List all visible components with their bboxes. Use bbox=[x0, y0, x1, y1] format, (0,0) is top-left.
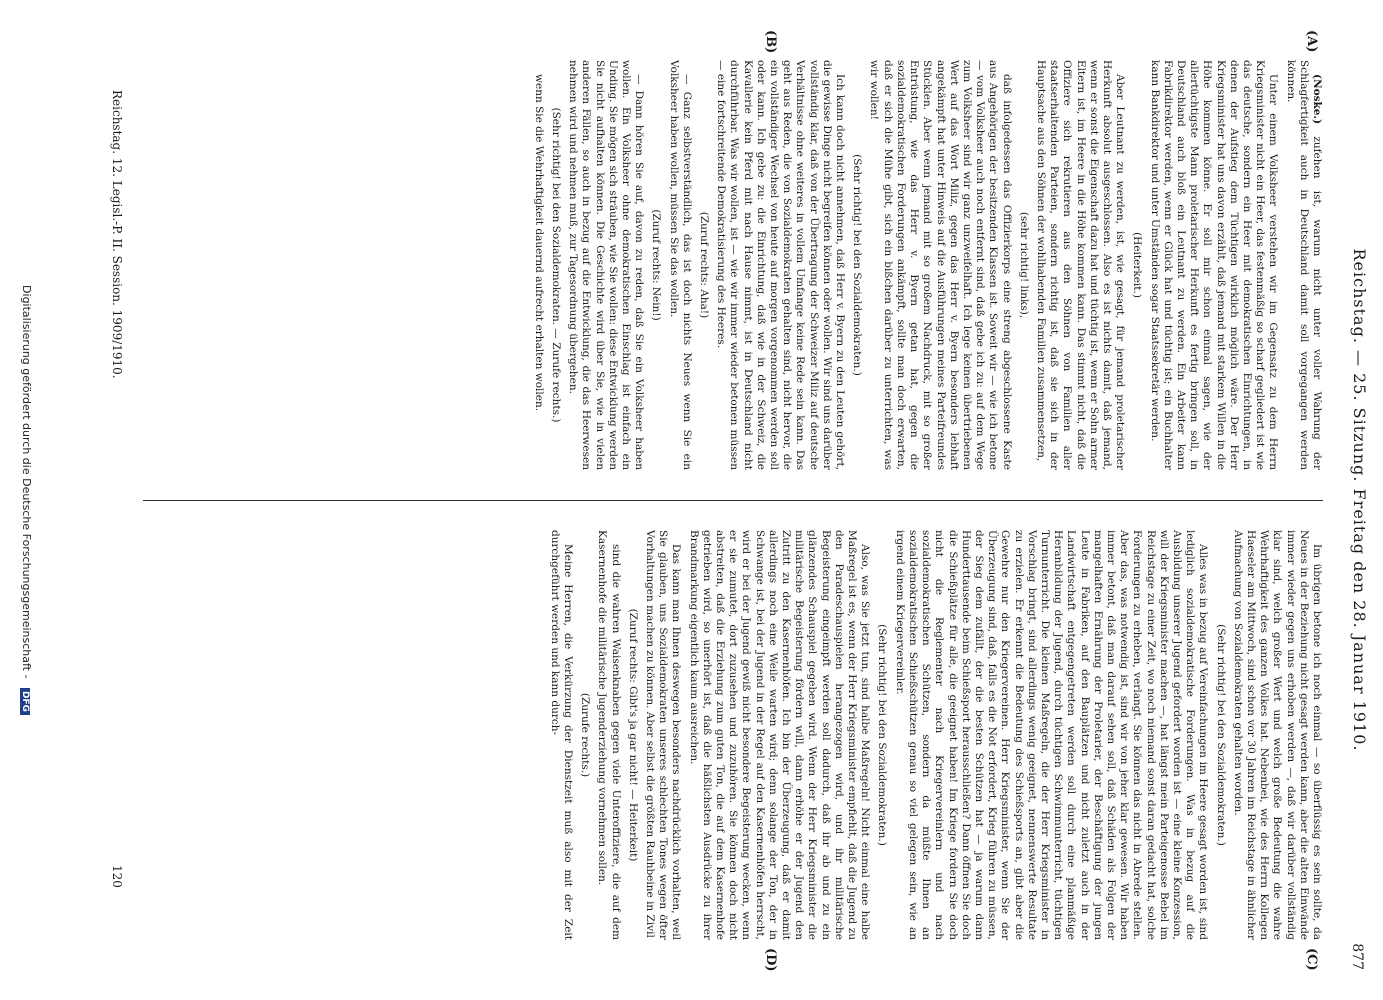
paragraph: daß infolgedessen das Offizierkorps eine streng abgeschlossene Kaste aus Angehörigen der besitzenden Klassen ist. Soweit wir — wie ich betone — vom Volksheer auch noch entfernt sind, daß gebe ich zu: auf dem Wege zum Volksheer sind wir ganz unzweifelhaft. Ich lege keinen übertriebenen Wert auf das Wort Miliz, gegen das Herr v. Byern besonders lebhaft angekämpft hat unter Hinweis auf die Ausführungen meines Parteifreundes Stücklen. Aber wenn jemand mit so großem Nachdruck, mit so großer Entrüstung, wie das Herr v. Byern getan hat, gegen die sozialdemokratischen Forderungen ankämpft, sollte man doch erwarten, daß er sich die Mühe gibt, sich ein bißchen darüber zu unterrichten, was wir wollen! bbox=[868, 60, 1013, 470]
paragraph: Also, was Sie jetzt tun, sind halbe Maßregeln! Nicht einmal eine halbe Maßregel ist es, wenn der Herr Kriegsminister empfiehlt, daß die Jugend zu den Paradeschauspielen herangezogen wird, und ihr militärische Begeisterung eingeimpft werden soll dadurch, daß ihr ab und zu ein glänzendes Schauspiel gegeben wird. Wenn der Herr Kriegsminister die militärische Begeisterung fördern will, dann erhöhe er der Jugend den Zutritt zu den Kasernenhöfen. Ich bin der Überzeugung, daß er damit allerdings noch eine Weile warten wird; denn solange der Ton, der in Schwange ist, bei der Jugend in der Regel auf den Kasernenhöfen herrscht, wird er bei der Jugend gewiß nicht besondere Begeisterung wecken, wenn er sie zumutet, dort zuzusehen und zuzuhören. Sie können doch nicht abstreiten, daß die Erziehung zum guten Ton, die auf dem Kasernenhofe getrieben wird, so unerhört ist, daß die häßlichsten Ausdrücke zu ihrer Brandmarkung eigentlich kaum ausreichen. bbox=[687, 530, 872, 940]
left-column bbox=[143, 60, 1323, 470]
interjection: (Sehr richtig! bei den Sozialdemokraten.) bbox=[876, 624, 889, 846]
page-number: 877 bbox=[1349, 943, 1365, 970]
interjection: (Sehr richtig! bei den Sozialdemokraten.) bbox=[1214, 624, 1227, 846]
interjection: (Sehr richtig! bei den Sozialdemokraten.) bbox=[851, 154, 864, 376]
paragraph: — Dann hören Sie auf, davon zu reden, daß Sie ein Volksheer haben wollen. Ein Volksheer ohne demokratischen Einschlag ist einfach ein Unding. Sie mögen sich sträuben, wie Sie wollen: diese Entwicklung werden Sie nicht aufhalten können. Die Geschichte wird über Sie, wie in vielen anderen Fällen, so auch in bezug auf die Entwicklung, die das Heerwesen nehmen wird und nehmen muß, zur Tagesordnung übergehen. bbox=[567, 60, 646, 470]
paragraph bbox=[1283, 60, 1323, 470]
paragraph: wenn Sie die Wehrhaftigkeit dauernd aufrecht erhalten wollen. bbox=[532, 74, 545, 412]
interjection: (Heiterkeit.) bbox=[1131, 232, 1144, 298]
interjection: (Sehr richtig! bei den Sozialdemokraten. — Zurufe rechts.) bbox=[550, 107, 563, 423]
interjection: (sehr richtig! links), bbox=[1017, 211, 1030, 319]
page-header bbox=[1341, 0, 1375, 1000]
interjection: (Zuruf rechts: Aha!) bbox=[698, 211, 711, 319]
interjection: (Zurufe rechts.) bbox=[579, 692, 592, 778]
dfg-logo-icon: DFG bbox=[20, 688, 30, 715]
paragraph: Im übrigen betone ich noch einmal — so überflüssig es sein sollte, da Neues in der Beziehung nicht gesagt werden kann, aber die alten Einwände immer wieder gegen uns erhoben werden —, daß wir darüber vollständig klar sind, welch großer Wert und welch große Bedeutung die wahre Wehrhaftigkeit des ganzen Volkes hat. Nebenbei, wie des Herrn Kollegen Haeseler am Mittwoch, sind schon vor 30 Jahren im Reichstage in ähnlicher Aufmachung von Sozialdemokraten gehalten worden. bbox=[1231, 530, 1323, 940]
footer-source: Reichstag. 12. Legisl.-P. II. Session. 1909/1910. bbox=[110, 90, 124, 379]
header-title: Reichstag. — 25. Sitzung. Freitag den 28. Januar 1910. bbox=[1350, 248, 1369, 752]
column-divider bbox=[143, 500, 1323, 501]
margin-letter-d: (D) bbox=[763, 948, 778, 972]
paragraph-text: zufehen ist, warum nicht unter voller Wahrung der Schlagfertigkeit auch in Deutschland damit soll vorgegangen werden können. bbox=[1284, 60, 1323, 470]
digitization-credit bbox=[20, 0, 33, 1000]
right-column bbox=[143, 530, 1323, 940]
paragraph: Aber Leutnant zu werden, ist, wie gesagt, für jemand proletarischer Herkunft absolut ausgeschlossen. Also es ist nichts damit, daß jemand, wenn er sonst die Eigenschaft dazu hat und tüchtig ist, wenn er Sohn armer Eltern ist, im Heere in die Höhe kommen kann. Das stimmt nicht, daß die Offiziere sich rekrutieren aus den Söhnen von Familien aller staatserhaltenden Parteien, sondern richtig ist, daß sie sich in der Hauptsache aus den Söhnen der wohlhabenden Familien zusammensetzen, bbox=[1034, 60, 1127, 470]
text-columns bbox=[143, 60, 1323, 940]
paragraph: sind die wahren Waisenknaben gegen viele Unteroffiziere, die auf dem Kasernenhofe die militärische Jugenderziehung vornehmen sollen. bbox=[596, 530, 622, 940]
margin-letter-c: (C) bbox=[1304, 948, 1319, 971]
paragraph: — Ganz selbstverständlich, das ist doch nichts Neues wenn Sie ein Volksheer haben wollen, müssen Sie das wollen. bbox=[667, 60, 693, 470]
page-footer bbox=[98, 0, 128, 1000]
interjection: (Zuruf rechts: Nein!) bbox=[650, 209, 663, 321]
margin-letter-b: (B) bbox=[763, 30, 778, 54]
paragraph: Meine Herren, die Verkürzung der Dienstzeit muß also mit der Zeit durchgeführt werden und kann durch- bbox=[548, 530, 575, 940]
margin-letter-a: (A) bbox=[1304, 30, 1319, 53]
speaker-name: (Noske.) bbox=[1311, 74, 1323, 125]
paragraph: Das kann man Ihnen deswegen besonders nachdrücklich vorhalten, weil Sie glauben, uns Sozialdemokraten unseres schlechten Tones wegen öfter Vorhaltungen machen zu können. Aber selbst die größten Rauhbeine in Zivil bbox=[644, 530, 683, 940]
paragraph: Ich kann doch nicht annehmen, daß Herr v. Byern zu den Leuten gehört, die gewisse Dinge nicht begreifen können oder wollen. Wir sind uns darüber vollständig klar, daß von der Übertragung der Schweizer Miliz auf deutsche Verhältnisse ohne weiteres in vollem Umfange keine Rede sein kann. Das geht aus Reden, die von Sozialdemokraten gehalten sind, nicht hervor, die ein vollständiger Wechsel von heute auf morgen vorgenommen werden soll oder kann. Ich gebe zu: die Einrichtung, daß wie in der Schweiz, die Kavallerie kein Pferd mit nach Hause nimmt, ist in Deutschland nicht durchführbar. Was wir wollen, ist — wie wir immer wieder betonen müssen — eine fortschreitende Demokratisierung des Heeres. bbox=[715, 60, 847, 470]
interjection: (Zuruf rechts: Gibt's ja gar nicht! — Heiterkeit) bbox=[626, 608, 639, 862]
credit-text: Digitalisierung gefördert durch die Deutsche Forschungsgemeinschaft - bbox=[20, 285, 33, 679]
paragraph: Alles was in bezug auf Vereinfachungen im Heere gesagt worden ist, sind lediglich sozialdemokratische Forderungen. Was in bezug auf die Ausbildung unserer Jugend gefordert worden ist — eine kleine Konzession, will der Kriegsminister machen —, hat längst mein Parteigenosse Bebel im Reichstage zu einer Zeit, wo noch niemand sonst daran gedacht hat, solche Forderungen zu erheben, verlangt. Sie können das nicht in Abrede stellen. Aber das, was notwendig ist, sind wir von jeher klar gewesen. Wir haben immer betont, daß man darauf sehen soll, daß Schäden als Folgen der mangelhaften Ernährung der Proletarier, der Beschäftigung der jungen Leute in Fabriken, auf den Bauplätzen und nicht zuletzt auch in der Landwirtschaft entgegengetreten werden soll durch eine planmäßige Heranbildung der Jugend, durch tüchtigen Schwimmunterricht, tüchtigen Turnunterricht. Die kleinen Maßregeln, die der Herr Kriegsminister in Vorschlag bringt, sind allerdings wenig geeignet, nennenswerte Resultate zu erzielen. Er erkennt die Bedeutung des Schießsports an, gibt aber die Gewehre nur den Kriegervereinen. Herr Kriegsminister, wenn Sie der Überzeugung sind, daß, falls es die Not erfordert, Krieg führen zu müssen, der Sieg dem zufällt, der die besten Schützen hat — ja warum dann Hunderttausende beim Schießsport herausschließen? Dann öffnen Sie doch die Schießplätze für alle, die geeignet haben! Im Kriege fordern Sie doch nicht die Reglementer nach Kriegervereinlern und nach sozialdemokratischen Schützen, sondern da müßte Ihnen an sozialdemokratischen Schießschützen genau so viel gelegen sein, wie an irgend einem Kriegervereinler. bbox=[893, 530, 1210, 940]
paragraph: Unter einem Volksheer verstehen wir im Gegensatz zu dem Herrn Kriegsminister nicht ein Heer, das festenmäßig so scharf gegliedert ist wie das deutsche, sondern ein Heer mit demokratischen Einrichtungen, in denen der Aufstieg dem Tüchtigen wirklich möglich wäre. Der Herr Kriegsminister hat uns davon erzählt, daß jemand mit starkem Willen in die Höhe kommen könne. Er soll mir schon einmal sagen, wie der allertüchtigste Mann proletarischer Herkunft es fertig bringen soll, in Deutschland auch bloß ein Leutnant zu werden. Ein Arbeiter kann Fabrikdirektor werden, wenn er Glück hat und tüchtig ist; ein Buchhalter kann Bankdirektor und unter Umständen sogar Staatssekretär werden. bbox=[1148, 60, 1280, 470]
sheet-number: 120 bbox=[110, 865, 124, 888]
